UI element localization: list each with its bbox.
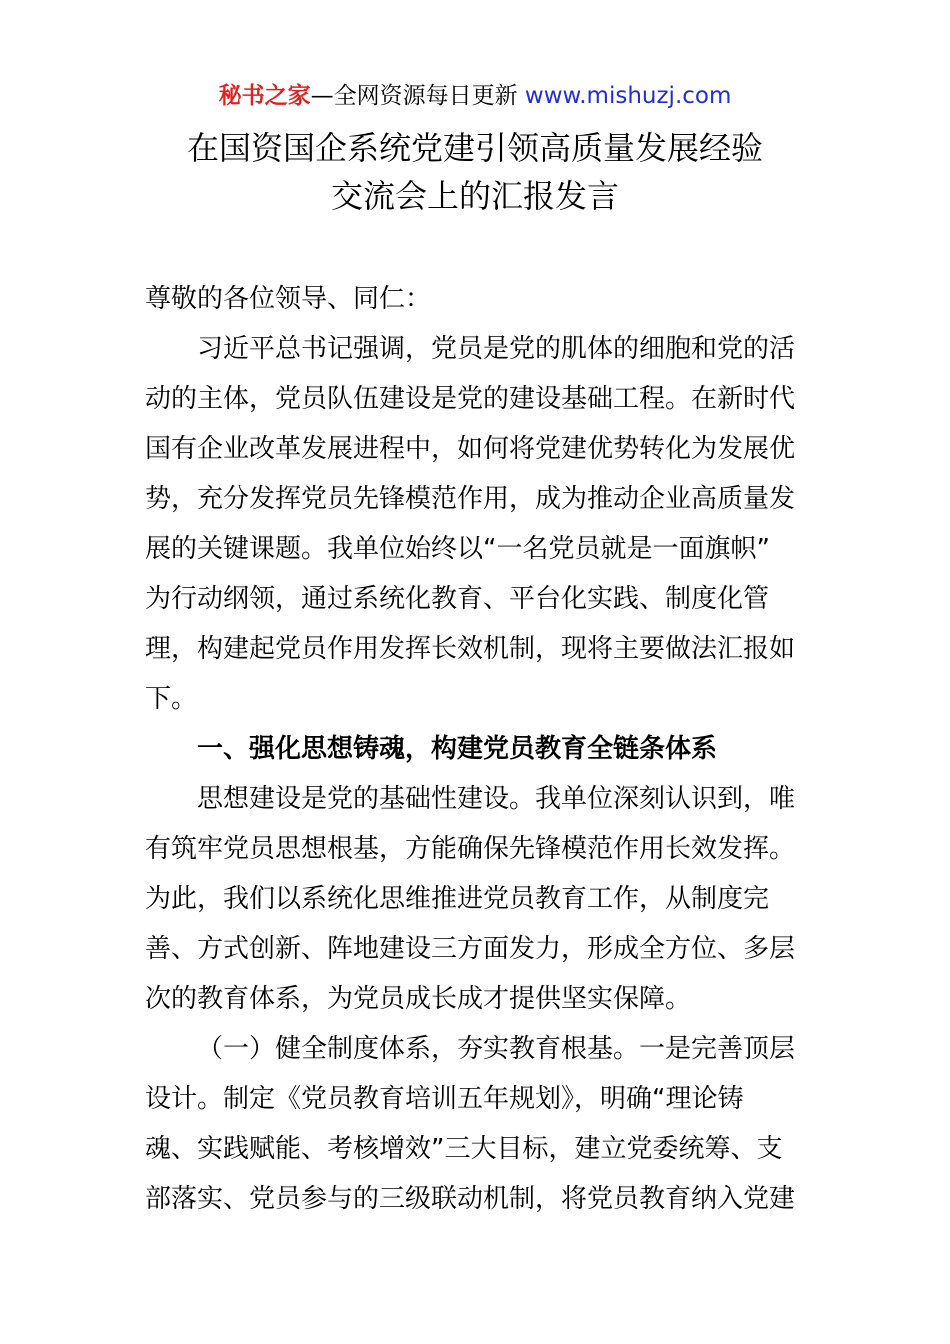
site-header: [0, 79, 950, 113]
paragraph-line: 次的教育体系，为党员成长成才提供坚实保障。: [145, 984, 692, 1014]
paragraph-line: （一）健全制度体系，夯实教育根基。一是完善顶层: [197, 1034, 796, 1064]
site-brand: 秘书之家: [218, 83, 311, 109]
paragraph-line: 部落实、党员参与的三级联动机制，将党员教育纳入党建: [145, 1184, 796, 1214]
document-title: [0, 124, 950, 220]
paragraph-line: 展的关键课题。我单位始终以“一名党员就是一面旗帜”: [145, 534, 770, 564]
paragraph-line: 理，构建起党员作用发挥长效机制，现将主要做法汇报如: [145, 634, 796, 664]
paragraph-line: 为此，我们以系统化思维推进党员教育工作，从制度完: [145, 884, 770, 914]
paragraph-line: 善、方式创新、阵地建设三方面发力，形成全方位、多层: [145, 934, 796, 964]
paragraph-line: 魂、实践赋能、考核增效”三大目标，建立党委统筹、支: [145, 1134, 783, 1164]
title-line-2: 交流会上的汇报发言: [330, 177, 619, 215]
salutation: 尊敬的各位领导、同仁：: [145, 284, 432, 314]
paragraph-line: 设计。制定《党员教育培训五年规划》，明确“理论铸: [145, 1084, 744, 1114]
paragraph-line: 有筑牢党员思想根基，方能确保先锋模范作用长效发挥。: [145, 834, 796, 864]
site-tagline: —全网资源每日更新: [310, 83, 525, 109]
paragraph-line: 为行动纲领，通过系统化教育、平台化实践、制度化管: [145, 584, 770, 614]
paragraph-line: 下。: [145, 684, 198, 714]
title-line-1: 在国资国企系统党建引领高质量发展经验: [186, 129, 763, 167]
document-body: [145, 274, 796, 1224]
section-heading: 一、强化思想铸魂，构建党员教育全链条体系: [197, 734, 718, 764]
paragraph-line: 势，充分发挥党员先锋模范作用，成为推动企业高质量发: [145, 484, 796, 514]
site-url-link[interactable]: www.mishuzj.com: [524, 83, 732, 109]
paragraph-line: 思想建设是党的基础性建设。我单位深刻认识到，唯: [197, 784, 796, 814]
paragraph-line: 国有企业改革发展进程中，如何将党建优势转化为发展优: [145, 434, 796, 464]
paragraph-line: 动的主体，党员队伍建设是党的建设基础工程。在新时代: [145, 384, 796, 414]
paragraph-line: 习近平总书记强调，党员是党的肌体的细胞和党的活: [197, 334, 796, 364]
